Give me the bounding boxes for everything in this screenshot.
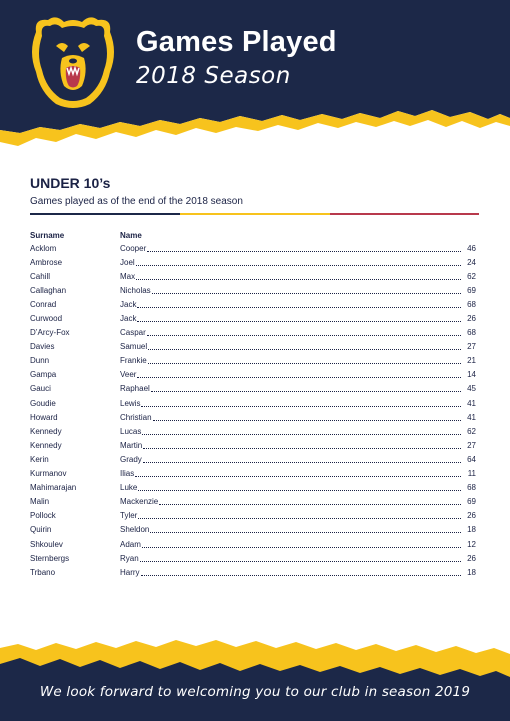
dot-leader bbox=[136, 259, 461, 266]
first-name: Luke bbox=[120, 483, 138, 493]
surname-cell: D’Arcy-Fox bbox=[30, 328, 70, 338]
first-name: Caspar bbox=[120, 328, 146, 338]
table-row bbox=[30, 495, 476, 509]
first-name: Lucas bbox=[120, 426, 142, 436]
surname-cell: Curwood bbox=[30, 314, 63, 324]
surname-cell: Howard bbox=[30, 412, 58, 422]
games-count: 14 bbox=[467, 370, 476, 380]
first-name: Cooper bbox=[120, 243, 147, 253]
games-count: 41 bbox=[467, 398, 476, 408]
footer-banner bbox=[0, 640, 510, 721]
first-name: Jack bbox=[120, 314, 137, 324]
name-cell bbox=[120, 497, 464, 506]
games-count: 27 bbox=[467, 440, 476, 450]
first-name: Lewis bbox=[120, 398, 141, 408]
surname-cell: Conrad bbox=[30, 299, 57, 309]
dot-leader bbox=[141, 569, 461, 576]
dot-leader bbox=[137, 301, 461, 308]
first-name: Nicholas bbox=[120, 285, 151, 295]
table-row bbox=[30, 509, 476, 523]
table-row bbox=[30, 467, 476, 481]
dot-leader bbox=[141, 400, 461, 407]
first-name: Frankie bbox=[120, 356, 147, 366]
header-banner bbox=[0, 0, 510, 150]
dot-leader bbox=[138, 512, 461, 519]
table-row bbox=[30, 241, 476, 255]
surname-cell: Gauci bbox=[30, 384, 51, 394]
table-row bbox=[30, 354, 476, 368]
games-count: 26 bbox=[467, 511, 476, 521]
table-row bbox=[30, 326, 476, 340]
first-name: Harry bbox=[120, 567, 140, 577]
first-name: Sheldon bbox=[120, 525, 150, 535]
games-count: 46 bbox=[467, 243, 476, 253]
surname-cell: Davies bbox=[30, 342, 55, 352]
name-cell bbox=[120, 540, 464, 549]
table-row bbox=[30, 368, 476, 382]
dot-leader bbox=[148, 357, 461, 364]
name-cell bbox=[120, 399, 464, 408]
dot-leader bbox=[137, 371, 461, 378]
name-cell bbox=[120, 483, 464, 492]
surname-cell: Cahill bbox=[30, 271, 51, 281]
page-subtitle: 2018 Season bbox=[136, 63, 291, 89]
first-name: Raphael bbox=[120, 384, 150, 394]
games-count: 21 bbox=[467, 356, 476, 366]
first-name: Veer bbox=[120, 370, 137, 380]
first-name: Max bbox=[120, 271, 136, 281]
name-cell bbox=[120, 441, 464, 450]
games-count: 26 bbox=[467, 314, 476, 324]
name-cell bbox=[120, 258, 464, 267]
surname-cell: Shkoulev bbox=[30, 539, 63, 549]
table-row bbox=[30, 311, 476, 325]
name-cell bbox=[120, 342, 464, 351]
table-body bbox=[30, 241, 476, 579]
games-table bbox=[30, 229, 476, 579]
surname-cell: Pollock bbox=[30, 511, 56, 521]
games-count: 69 bbox=[467, 285, 476, 295]
surname-cell: Kurmanov bbox=[30, 469, 67, 479]
dot-leader bbox=[143, 442, 461, 449]
dot-leader bbox=[143, 456, 461, 463]
table-row bbox=[30, 255, 476, 269]
section-title: UNDER 10’s bbox=[30, 175, 111, 191]
first-name: Ilias bbox=[120, 469, 135, 479]
games-count: 68 bbox=[467, 483, 476, 493]
dot-leader bbox=[135, 470, 461, 477]
footer-message: We look forward to welcoming you to our club in season 2019 bbox=[39, 684, 471, 700]
surname-cell: Kennedy bbox=[30, 426, 62, 436]
dot-leader bbox=[140, 555, 461, 562]
name-cell bbox=[120, 469, 464, 478]
name-cell bbox=[120, 300, 464, 309]
column-header-name: Name bbox=[120, 230, 142, 240]
table-row bbox=[30, 438, 476, 452]
games-count: 45 bbox=[467, 384, 476, 394]
first-name: Mackenzie bbox=[120, 497, 159, 507]
table-row bbox=[30, 396, 476, 410]
dot-leader bbox=[147, 329, 461, 336]
games-count: 11 bbox=[467, 469, 476, 479]
surname-cell: Callaghan bbox=[30, 285, 67, 295]
dot-leader bbox=[153, 414, 461, 421]
games-count: 18 bbox=[467, 525, 476, 535]
divider-red bbox=[330, 213, 479, 215]
column-header-surname: Surname bbox=[30, 230, 65, 240]
table-row bbox=[30, 523, 476, 537]
table-row bbox=[30, 410, 476, 424]
name-cell bbox=[120, 370, 464, 379]
surname-cell: Malin bbox=[30, 497, 50, 507]
table-row bbox=[30, 565, 476, 579]
name-cell bbox=[120, 554, 464, 563]
surname-cell: Dunn bbox=[30, 356, 50, 366]
surname-cell: Acklom bbox=[30, 243, 57, 253]
name-cell bbox=[120, 511, 464, 520]
games-count: 62 bbox=[467, 426, 476, 436]
first-name: Martin bbox=[120, 440, 143, 450]
surname-cell: Goudie bbox=[30, 398, 56, 408]
surname-cell: Gampa bbox=[30, 370, 57, 380]
name-cell bbox=[120, 244, 464, 253]
table-row bbox=[30, 481, 476, 495]
dot-leader bbox=[142, 428, 461, 435]
section-subtitle: Games played as of the end of the 2018 season bbox=[30, 196, 243, 207]
table-row bbox=[30, 452, 476, 466]
table-row bbox=[30, 537, 476, 551]
games-count: 41 bbox=[467, 412, 476, 422]
surname-cell: Kerin bbox=[30, 454, 49, 464]
surname-cell: Trbano bbox=[30, 567, 56, 577]
first-name: Grady bbox=[120, 454, 142, 464]
games-count: 18 bbox=[467, 567, 476, 577]
games-count: 68 bbox=[467, 299, 476, 309]
name-cell bbox=[120, 328, 464, 337]
name-cell bbox=[120, 356, 464, 365]
surname-cell: Kennedy bbox=[30, 440, 62, 450]
footer-background bbox=[0, 640, 510, 721]
name-cell bbox=[120, 314, 464, 323]
dot-leader bbox=[152, 287, 461, 294]
first-name: Adam bbox=[120, 539, 141, 549]
table-row bbox=[30, 269, 476, 283]
table-header bbox=[30, 229, 476, 241]
first-name: Jack bbox=[120, 299, 137, 309]
dot-leader bbox=[148, 343, 461, 350]
surname-cell: Quirin bbox=[30, 525, 52, 535]
first-name: Christian bbox=[120, 412, 152, 422]
table-row bbox=[30, 340, 476, 354]
table-row bbox=[30, 283, 476, 297]
surname-cell: Sternbergs bbox=[30, 553, 70, 563]
games-count: 12 bbox=[467, 539, 476, 549]
name-cell bbox=[120, 272, 464, 281]
dot-leader bbox=[150, 526, 461, 533]
first-name: Samuel bbox=[120, 342, 148, 352]
table-row bbox=[30, 297, 476, 311]
name-cell bbox=[120, 427, 464, 436]
table-row bbox=[30, 424, 476, 438]
surname-cell: Mahimarajan bbox=[30, 483, 77, 493]
table-row bbox=[30, 382, 476, 396]
page-title: Games Played bbox=[136, 26, 337, 58]
dot-leader bbox=[142, 541, 461, 548]
games-count: 27 bbox=[467, 342, 476, 352]
name-cell bbox=[120, 455, 464, 464]
tricolor-divider bbox=[30, 213, 479, 215]
first-name: Tyler bbox=[120, 511, 138, 521]
name-cell bbox=[120, 568, 464, 577]
dot-leader bbox=[136, 273, 461, 280]
dot-leader bbox=[138, 484, 461, 491]
name-cell bbox=[120, 384, 464, 393]
table-row bbox=[30, 551, 476, 565]
games-count: 69 bbox=[467, 497, 476, 507]
dot-leader bbox=[147, 245, 461, 252]
games-count: 62 bbox=[467, 271, 476, 281]
divider-yellow bbox=[180, 213, 330, 215]
dot-leader bbox=[151, 385, 461, 392]
surname-cell: Ambrose bbox=[30, 257, 63, 267]
first-name: Joel bbox=[120, 257, 135, 267]
first-name: Ryan bbox=[120, 553, 139, 563]
games-count: 64 bbox=[467, 454, 476, 464]
divider-navy bbox=[30, 213, 180, 215]
games-count: 68 bbox=[467, 328, 476, 338]
games-count: 26 bbox=[467, 553, 476, 563]
section-heading bbox=[30, 175, 480, 215]
name-cell bbox=[120, 286, 464, 295]
bear-mascot-icon bbox=[26, 12, 120, 112]
dot-leader bbox=[159, 498, 461, 505]
name-cell bbox=[120, 413, 464, 422]
games-count: 24 bbox=[467, 257, 476, 267]
dot-leader bbox=[137, 315, 461, 322]
name-cell bbox=[120, 525, 464, 534]
